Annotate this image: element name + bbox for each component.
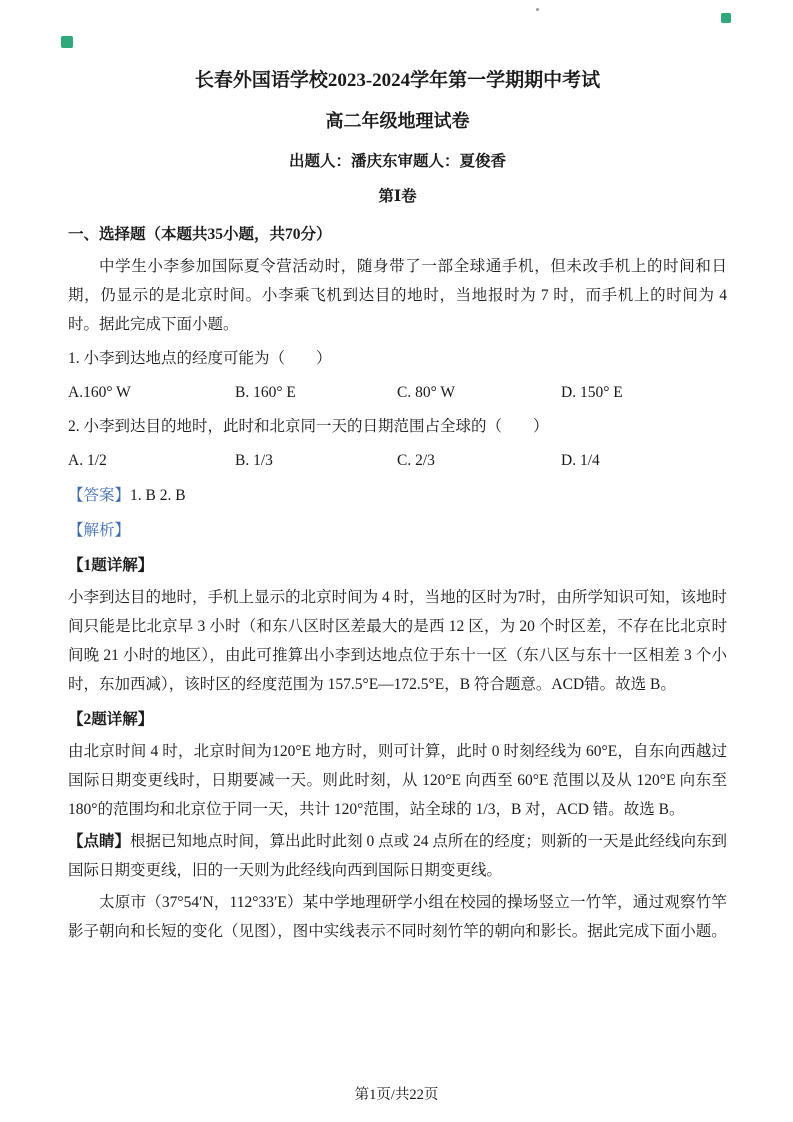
analysis-label-line [68, 516, 727, 545]
watermark-square-left-icon [61, 36, 73, 48]
volume-heading: 第Ⅰ卷 [378, 188, 417, 205]
answer-line [68, 481, 727, 510]
question-1-option-b: B. 160° E [235, 384, 296, 401]
question-2-option-b: B. 1/3 [235, 452, 273, 469]
detail-1-label: 【1题详解】 [68, 557, 154, 574]
detail-2-paragraph: 由北京时间 4 时，北京时间为120°E 地方时，则可计算，此时 0 时刻经线为 60°E，自东向西越过国际日期变更线时，日期要减一天。则此时刻，从 120°E 向西至 60°E 范围以及从 120°E 向东至 180°的范围均和北京位于同一天，共计 120°范围，站全球的 1/3，B 对，ACD 错。故选 B。 [68, 743, 727, 818]
detail-1-paragraph: 小李到达目的地时，手机上显示的北京时间为 4 时，当地的区时为7时，由所学知识可知，该地时间只能是比北京早 3 小时（和东八区时区差最大的是西 12 区，为 20 个时区差，不存在比北京时间晚 21 小时的地区），由此可推算出小李到达地点位于东十一区（东八区与东十一区相差 3 个小时，东加西减），该时区的经度范围为 157.5°E—172.5°E，B 符合题意。ACD错。故选 B。 [68, 589, 727, 693]
next-material-paragraph: 太原市（37°54′N，112°33′E）某中学地理研学小组在校园的操场竖立一竹竿，通过观察竹竿影子朝向和长短的变化（见图），图中实线表示不同时刻竹竿的朝向和影长。据此完成下面小题。 [68, 894, 727, 940]
tip-text: 根据已知地点时间，算出此时此刻 0 点或 24 点所在的经度；则新的一天是此经线向东到国际日期变更线，旧的一天则为此经线向西到国际日期变更线。 [68, 833, 727, 879]
watermark-dot-icon [536, 8, 539, 11]
exam-title: 长春外国语学校2023-2024学年第一学期期中考试 [194, 70, 601, 91]
answer-label: 【答案】 [68, 487, 131, 504]
section-heading: 一、选择题（本题共35小题，共70分） [68, 226, 332, 243]
tip-paragraph [68, 827, 727, 885]
tip-label: 【点睛】 [68, 833, 131, 850]
question-2-option-a: A. 1/2 [68, 452, 107, 469]
question-2-option-d: D. 1/4 [561, 452, 600, 469]
page-footer: 第1页/共22页 [354, 1087, 439, 1103]
question-2-text: 2. 小李到达目的地时，此时和北京同一天的日期范围占全球的（ ） [68, 418, 549, 435]
question-2-option-c: C. 2/3 [397, 452, 435, 469]
exam-subtitle: 高二年级地理试卷 [325, 111, 470, 131]
authors-line: 出题人：潘庆东审题人：夏俊香 [288, 153, 506, 170]
question-1-option-d: D. 150° E [561, 384, 623, 401]
analysis-label: 【解析】 [68, 522, 131, 539]
question-1-option-a: A.160° W [68, 384, 131, 401]
question-1-options [68, 378, 727, 407]
detail-2-label: 【2题详解】 [68, 711, 154, 728]
question-1-option-c: C. 80° W [397, 384, 456, 401]
question-1-text: 1. 小李到达地点的经度可能为（ ） [68, 350, 332, 367]
intro-paragraph: 中学生小李参加国际夏令营活动时，随身带了一部全球通手机，但未改手机上的时间和日期，仍显示的是北京时间。小李乘飞机到达目的地时，当地报时为 7 时，而手机上的时间为 4 时。据此完成下面小题。 [68, 258, 727, 333]
watermark-square-right-icon [721, 13, 731, 23]
answer-value: 1. B 2. B [130, 487, 186, 504]
question-2-options [68, 446, 727, 475]
